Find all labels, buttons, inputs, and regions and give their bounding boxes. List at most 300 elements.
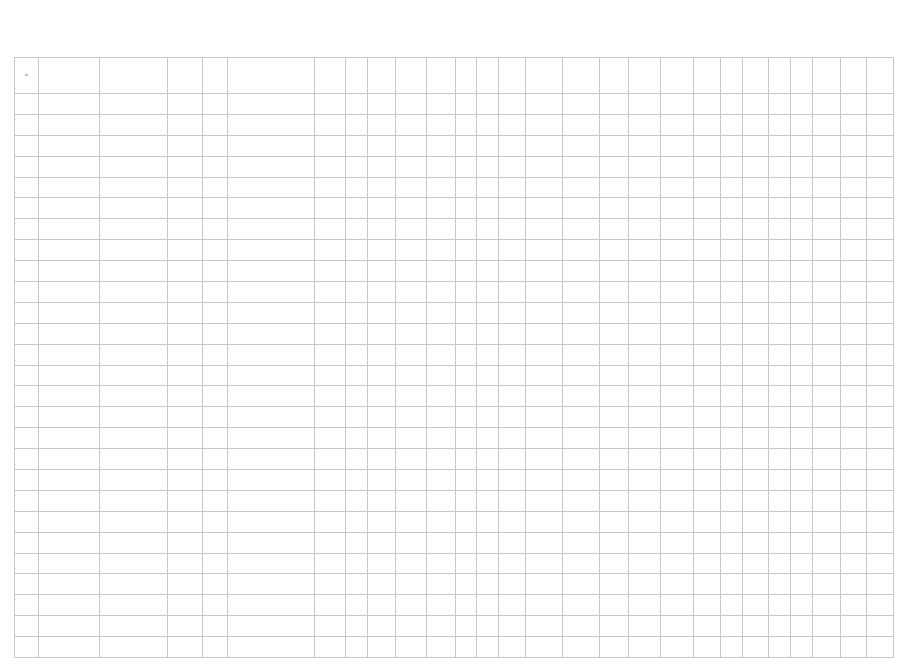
table-cell <box>694 553 720 574</box>
column-header <box>39 58 100 94</box>
table-cell <box>455 94 477 115</box>
table-cell <box>477 114 499 135</box>
table-cell <box>499 574 525 595</box>
table-cell <box>694 177 720 198</box>
table-cell <box>100 553 168 574</box>
table-cell <box>720 428 742 449</box>
table-cell <box>477 490 499 511</box>
table-cell <box>315 428 346 449</box>
table-cell <box>396 302 427 323</box>
table-cell <box>427 302 455 323</box>
table-cell <box>499 261 525 282</box>
table-cell <box>720 449 742 470</box>
table-cell <box>790 344 812 365</box>
table-cell <box>720 282 742 303</box>
table-cell <box>694 490 720 511</box>
table-cell <box>203 595 227 616</box>
table-cell <box>628 198 661 219</box>
table-cell <box>396 490 427 511</box>
table-cell <box>227 616 315 637</box>
table-cell <box>168 219 203 240</box>
table-cell <box>477 135 499 156</box>
table-cell <box>661 240 694 261</box>
table-cell <box>661 595 694 616</box>
table-cell <box>168 94 203 115</box>
table-cell <box>396 156 427 177</box>
table-cell <box>455 470 477 491</box>
table-cell <box>227 219 315 240</box>
table-cell <box>455 386 477 407</box>
table-cell <box>661 282 694 303</box>
table-cell <box>477 386 499 407</box>
table-cell <box>628 449 661 470</box>
table-cell <box>396 240 427 261</box>
table-cell <box>600 135 628 156</box>
table-cell <box>600 282 628 303</box>
table-cell <box>742 532 768 553</box>
table-cell <box>477 365 499 386</box>
table-cell <box>720 595 742 616</box>
table-cell <box>100 323 168 344</box>
table-cell <box>396 198 427 219</box>
table-cell <box>315 302 346 323</box>
table-cell <box>600 94 628 115</box>
table-row <box>15 344 894 365</box>
table-cell <box>790 282 812 303</box>
table-cell <box>345 156 367 177</box>
table-row <box>15 177 894 198</box>
table-cell <box>367 532 395 553</box>
table-cell <box>315 94 346 115</box>
table-cell <box>661 365 694 386</box>
table-cell <box>768 219 790 240</box>
table-cell <box>427 135 455 156</box>
table-cell <box>455 407 477 428</box>
table-cell <box>525 511 562 532</box>
table-cell <box>600 595 628 616</box>
table-cell <box>168 574 203 595</box>
table-cell <box>477 94 499 115</box>
table-cell <box>39 595 100 616</box>
table-cell <box>203 114 227 135</box>
table-cell <box>203 198 227 219</box>
table-cell <box>455 428 477 449</box>
table-cell <box>562 156 599 177</box>
table-cell <box>768 386 790 407</box>
table-cell <box>720 198 742 219</box>
table-cell <box>867 344 894 365</box>
table-cell <box>345 219 367 240</box>
table-cell <box>628 470 661 491</box>
column-header <box>694 58 720 94</box>
table-cell <box>661 428 694 449</box>
table-cell <box>790 219 812 240</box>
table-cell <box>455 616 477 637</box>
table-cell <box>315 365 346 386</box>
table-cell <box>525 302 562 323</box>
table-cell <box>600 198 628 219</box>
table-cell <box>315 595 346 616</box>
table-cell <box>790 574 812 595</box>
table-cell <box>345 449 367 470</box>
table-cell <box>15 365 39 386</box>
table-cell <box>867 261 894 282</box>
table-cell <box>867 449 894 470</box>
table-cell <box>427 114 455 135</box>
table-cell <box>600 553 628 574</box>
table-cell <box>812 114 840 135</box>
table-cell <box>768 94 790 115</box>
table-cell <box>841 365 867 386</box>
table-cell <box>396 595 427 616</box>
table-cell <box>477 553 499 574</box>
table-cell <box>790 428 812 449</box>
table-cell <box>345 511 367 532</box>
table-cell <box>742 114 768 135</box>
table-cell <box>427 94 455 115</box>
table-cell <box>315 574 346 595</box>
table-cell <box>525 574 562 595</box>
table-cell <box>367 386 395 407</box>
table-cell <box>396 114 427 135</box>
table-cell <box>499 511 525 532</box>
table-cell <box>628 407 661 428</box>
table-cell <box>562 553 599 574</box>
table-cell <box>600 344 628 365</box>
table-cell <box>812 94 840 115</box>
table-cell <box>203 407 227 428</box>
table-cell <box>499 470 525 491</box>
table-cell <box>600 323 628 344</box>
table-cell <box>661 574 694 595</box>
table-cell <box>345 177 367 198</box>
table-cell <box>562 344 599 365</box>
table-cell <box>100 219 168 240</box>
column-header <box>227 58 315 94</box>
column-header <box>499 58 525 94</box>
table-row <box>15 574 894 595</box>
table-cell <box>694 407 720 428</box>
table-cell <box>455 198 477 219</box>
table-cell <box>367 616 395 637</box>
table-cell <box>742 470 768 491</box>
table-cell <box>315 261 346 282</box>
table-cell <box>477 595 499 616</box>
column-header <box>455 58 477 94</box>
table-cell <box>15 344 39 365</box>
table-cell <box>427 344 455 365</box>
table-cell <box>39 198 100 219</box>
table-cell <box>39 114 100 135</box>
column-header <box>628 58 661 94</box>
table-cell <box>100 616 168 637</box>
table-cell <box>168 261 203 282</box>
table-cell <box>628 282 661 303</box>
table-cell <box>39 261 100 282</box>
table-cell <box>742 282 768 303</box>
table-cell <box>720 553 742 574</box>
table-cell <box>525 114 562 135</box>
table-cell <box>600 261 628 282</box>
table-cell <box>39 302 100 323</box>
table-cell <box>812 344 840 365</box>
column-header <box>396 58 427 94</box>
table-cell <box>15 470 39 491</box>
table-cell <box>562 532 599 553</box>
column-header <box>525 58 562 94</box>
table-cell <box>661 94 694 115</box>
table-cell <box>367 94 395 115</box>
table-cell <box>203 386 227 407</box>
table-cell <box>742 94 768 115</box>
table-cell <box>742 365 768 386</box>
table-cell <box>742 177 768 198</box>
table-cell <box>694 344 720 365</box>
table-cell <box>168 282 203 303</box>
table-cell <box>661 323 694 344</box>
table-cell <box>315 282 346 303</box>
table-cell <box>790 94 812 115</box>
table-cell <box>427 428 455 449</box>
table-cell <box>768 302 790 323</box>
table-cell <box>841 94 867 115</box>
table-cell <box>600 302 628 323</box>
table-cell <box>812 595 840 616</box>
table-row <box>15 261 894 282</box>
table-cell <box>477 344 499 365</box>
table-cell <box>742 511 768 532</box>
table-cell <box>562 323 599 344</box>
table-cell <box>661 490 694 511</box>
table-cell <box>427 156 455 177</box>
table-cell <box>15 386 39 407</box>
table-cell <box>367 198 395 219</box>
table-cell <box>100 177 168 198</box>
table-cell <box>455 490 477 511</box>
table-cell <box>367 240 395 261</box>
table-cell <box>315 407 346 428</box>
table-cell <box>661 511 694 532</box>
table-cell <box>867 574 894 595</box>
table-cell <box>841 156 867 177</box>
table-cell <box>15 261 39 282</box>
table-cell <box>39 470 100 491</box>
table-cell <box>661 135 694 156</box>
table-cell <box>367 490 395 511</box>
table-cell <box>203 282 227 303</box>
column-header <box>812 58 840 94</box>
table-cell <box>499 532 525 553</box>
table-cell <box>628 365 661 386</box>
table-cell <box>203 470 227 491</box>
table-cell <box>15 114 39 135</box>
table-cell <box>694 574 720 595</box>
table-row <box>15 532 894 553</box>
table-cell <box>39 511 100 532</box>
table-cell <box>600 240 628 261</box>
table-cell <box>812 407 840 428</box>
table-cell <box>168 114 203 135</box>
table-cell <box>367 135 395 156</box>
table-cell <box>427 365 455 386</box>
table-cell <box>315 156 346 177</box>
table-cell <box>812 302 840 323</box>
table-cell <box>15 616 39 637</box>
table-cell <box>168 240 203 261</box>
table-cell <box>694 449 720 470</box>
table-cell <box>367 323 395 344</box>
table-cell <box>455 302 477 323</box>
table-cell <box>100 574 168 595</box>
table-cell <box>168 553 203 574</box>
table-cell <box>742 449 768 470</box>
table-cell <box>168 428 203 449</box>
table-cell <box>396 616 427 637</box>
table-cell <box>841 323 867 344</box>
table-cell <box>600 407 628 428</box>
column-header <box>841 58 867 94</box>
table-cell <box>841 282 867 303</box>
table-cell <box>315 616 346 637</box>
table-cell <box>315 532 346 553</box>
table-cell <box>768 532 790 553</box>
table-cell <box>15 323 39 344</box>
table-cell <box>562 595 599 616</box>
table-row <box>15 490 894 511</box>
table-cell <box>203 553 227 574</box>
table-cell <box>203 219 227 240</box>
table-cell <box>367 470 395 491</box>
table-cell <box>427 449 455 470</box>
table-cell <box>455 574 477 595</box>
table-cell <box>227 470 315 491</box>
table-cell <box>661 156 694 177</box>
table-cell <box>742 407 768 428</box>
table-cell <box>345 553 367 574</box>
table-cell <box>396 323 427 344</box>
column-header <box>427 58 455 94</box>
table-cell <box>396 94 427 115</box>
table-cell <box>39 428 100 449</box>
table-cell <box>720 344 742 365</box>
table-cell <box>628 302 661 323</box>
table-cell <box>812 449 840 470</box>
table-cell <box>742 344 768 365</box>
table-cell <box>661 177 694 198</box>
table-cell <box>694 323 720 344</box>
table-cell <box>227 574 315 595</box>
table-cell <box>39 407 100 428</box>
table-cell <box>345 407 367 428</box>
table-row <box>15 365 894 386</box>
table-cell <box>427 532 455 553</box>
table-cell <box>867 616 894 637</box>
table-cell <box>742 219 768 240</box>
table-cell <box>841 553 867 574</box>
table-cell <box>39 616 100 637</box>
table-cell <box>525 261 562 282</box>
table-cell <box>315 449 346 470</box>
table-cell <box>203 135 227 156</box>
table-cell <box>812 219 840 240</box>
table-cell <box>694 595 720 616</box>
table-cell <box>499 94 525 115</box>
table-cell <box>661 386 694 407</box>
table-cell <box>525 365 562 386</box>
table-cell <box>661 470 694 491</box>
table-cell <box>100 449 168 470</box>
table-cell <box>345 114 367 135</box>
table-cell <box>600 449 628 470</box>
table-cell <box>790 595 812 616</box>
table-cell <box>477 219 499 240</box>
table-cell <box>168 198 203 219</box>
table-cell <box>39 135 100 156</box>
table-cell <box>562 261 599 282</box>
table-cell <box>720 616 742 637</box>
table-cell <box>790 470 812 491</box>
table-cell <box>742 302 768 323</box>
table-cell <box>661 114 694 135</box>
table-cell <box>628 344 661 365</box>
table-cell <box>203 94 227 115</box>
data-table <box>14 57 894 658</box>
table-cell <box>100 365 168 386</box>
table-row <box>15 114 894 135</box>
table-cell <box>742 386 768 407</box>
table-cell <box>396 386 427 407</box>
table-cell <box>812 261 840 282</box>
table-cell <box>628 219 661 240</box>
table-cell <box>499 490 525 511</box>
table-cell <box>525 532 562 553</box>
table-cell <box>841 240 867 261</box>
table-cell <box>315 553 346 574</box>
table-cell <box>628 261 661 282</box>
table-cell <box>39 240 100 261</box>
table-row <box>15 386 894 407</box>
table-cell <box>39 449 100 470</box>
table-cell <box>227 177 315 198</box>
table-cell <box>841 114 867 135</box>
table-cell <box>477 428 499 449</box>
table-cell <box>562 616 599 637</box>
table-cell <box>499 282 525 303</box>
table-cell <box>628 156 661 177</box>
table-cell <box>168 449 203 470</box>
table-cell <box>812 156 840 177</box>
table-cell <box>768 490 790 511</box>
table-cell <box>227 532 315 553</box>
table-cell <box>427 240 455 261</box>
table-cell <box>203 323 227 344</box>
table-cell <box>168 156 203 177</box>
table-cell <box>562 470 599 491</box>
table-cell <box>455 553 477 574</box>
table-cell <box>203 261 227 282</box>
table-cell <box>694 616 720 637</box>
table-cell <box>100 198 168 219</box>
table-cell <box>315 344 346 365</box>
table-cell <box>812 511 840 532</box>
table-cell <box>367 365 395 386</box>
table-cell <box>345 198 367 219</box>
table-cell <box>720 261 742 282</box>
table-cell <box>867 595 894 616</box>
table-cell <box>499 219 525 240</box>
table-cell <box>168 616 203 637</box>
table-cell <box>720 511 742 532</box>
